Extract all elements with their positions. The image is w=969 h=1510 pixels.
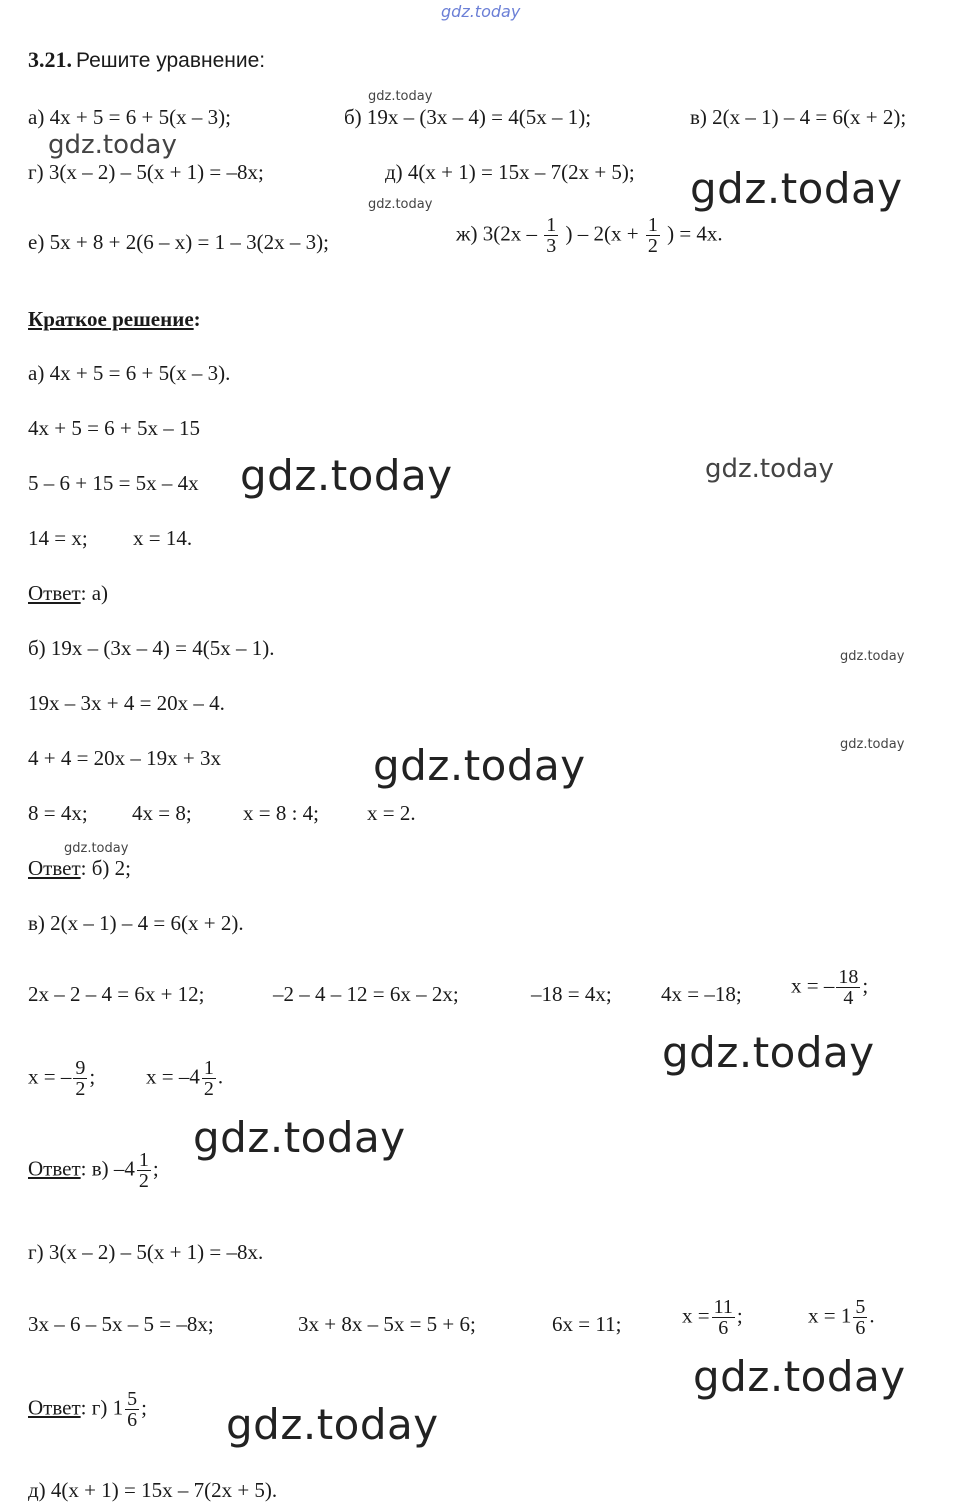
problem-zh-part2: ) – 2(x + bbox=[565, 221, 639, 246]
expression-text: x = – bbox=[791, 973, 835, 998]
solution-a-step-2: x = 14. bbox=[133, 526, 193, 550]
solution-b-answer bbox=[28, 855, 131, 881]
solution-a-line-2: 4x + 5 = 6 + 5x – 15 bbox=[28, 416, 201, 440]
solution-v-step-4: 4x = –18; bbox=[661, 982, 742, 1006]
problem-zh-part3: ) = 4x. bbox=[667, 221, 723, 246]
answer-label: Ответ bbox=[28, 1156, 81, 1181]
watermark: gdz.today bbox=[226, 1400, 439, 1449]
watermark: gdz.today bbox=[705, 454, 834, 484]
problem-b: б) 19x – (3x – 4) = 4(5x – 1); bbox=[344, 105, 592, 129]
solution-a-line-3: 5 – 6 + 15 = 5x – 4x bbox=[28, 471, 199, 495]
expression-text: . bbox=[217, 1064, 224, 1089]
solution-g-step-4 bbox=[682, 1297, 743, 1338]
expression-text: x = –4 bbox=[146, 1064, 200, 1089]
fraction-denominator: 2 bbox=[647, 235, 658, 257]
solution-g-step-3: 6x = 11; bbox=[552, 1312, 622, 1336]
fraction-denominator: 3 bbox=[546, 235, 557, 257]
expression-text: x = – bbox=[28, 1064, 72, 1089]
fraction bbox=[853, 1297, 867, 1338]
fraction-numerator: 5 bbox=[127, 1388, 138, 1410]
expression-text: . bbox=[869, 1303, 875, 1328]
solution-b-line-3: 4 + 4 = 20x – 19x + 3x bbox=[28, 746, 222, 770]
answer-row bbox=[28, 1150, 159, 1191]
fraction-numerator: 9 bbox=[75, 1057, 86, 1079]
answer-value: : в) –4 bbox=[80, 1156, 135, 1181]
problem-v: в) 2(x – 1) – 4 = 6(x + 2); bbox=[690, 105, 907, 129]
expression-text: ; bbox=[141, 1395, 147, 1420]
fraction bbox=[73, 1058, 87, 1099]
problem-zh-part1: ж) 3(2x – bbox=[456, 221, 537, 246]
solution-v-step-2: –2 – 4 – 12 = 6x – 2x; bbox=[273, 982, 459, 1006]
solution-heading bbox=[28, 306, 201, 332]
problem-title-text: Решите уравнение: bbox=[76, 49, 266, 72]
fraction-denominator: 2 bbox=[203, 1078, 214, 1100]
fraction-numerator: 5 bbox=[855, 1296, 866, 1318]
problem-zh-fraction-1 bbox=[544, 215, 558, 256]
watermark: gdz.today bbox=[240, 451, 453, 500]
expression-text: ; bbox=[89, 1064, 96, 1089]
watermark: gdz.today bbox=[48, 130, 177, 160]
watermark: gdz.today bbox=[373, 741, 586, 790]
solution-v-step-7 bbox=[146, 1058, 223, 1099]
fraction bbox=[125, 1389, 139, 1430]
fraction-denominator: 2 bbox=[138, 1170, 149, 1192]
solution-v-step-6 bbox=[28, 1058, 95, 1099]
fraction bbox=[712, 1297, 735, 1338]
solution-v-step-3: –18 = 4x; bbox=[531, 982, 612, 1006]
solution-b-step-1: 8 = 4x; bbox=[28, 801, 88, 825]
watermark: gdz.today bbox=[193, 1113, 406, 1162]
watermark: gdz.today bbox=[840, 649, 905, 664]
problem-title bbox=[28, 47, 265, 74]
watermark-top: gdz.today bbox=[441, 2, 521, 21]
fraction-denominator: 4 bbox=[843, 987, 854, 1009]
problem-a: а) 4x + 5 = 6 + 5(x – 3); bbox=[28, 105, 231, 129]
solution-d-line-1: д) 4(x + 1) = 15x – 7(2x + 5). bbox=[28, 1478, 278, 1502]
problem-e: е) 5x + 8 + 2(6 – x) = 1 – 3(2x – 3); bbox=[28, 230, 329, 254]
solution-v-line-1: в) 2(x – 1) – 4 = 6(x + 2). bbox=[28, 911, 244, 935]
fraction-numerator: 18 bbox=[838, 966, 859, 988]
fraction bbox=[202, 1058, 216, 1099]
problem-d: д) 4(x + 1) = 15x – 7(2x + 5); bbox=[385, 160, 635, 184]
expression-text: ; bbox=[862, 973, 869, 998]
solution-a-step-1: 14 = x; bbox=[28, 526, 88, 550]
solution-heading-colon: : bbox=[193, 307, 201, 331]
watermark: gdz.today bbox=[690, 164, 903, 213]
problem-zh-fraction-2 bbox=[646, 215, 660, 256]
problem-g: г) 3(x – 2) – 5(x + 1) = –8x; bbox=[28, 160, 264, 184]
solution-a-answer bbox=[28, 580, 108, 606]
watermark: gdz.today bbox=[64, 841, 129, 856]
expression-text: x = bbox=[682, 1303, 710, 1328]
solution-g-step-2: 3x + 8x – 5x = 5 + 6; bbox=[298, 1312, 476, 1336]
solution-b-step-2: 4x = 8; bbox=[132, 801, 192, 825]
expression-text: x = 1 bbox=[808, 1303, 852, 1328]
solution-g-line-1: г) 3(x – 2) – 5(x + 1) = –8x. bbox=[28, 1240, 264, 1264]
fraction-numerator: 1 bbox=[138, 1149, 149, 1171]
fraction-numerator: 1 bbox=[546, 214, 557, 236]
watermark: gdz.today bbox=[693, 1352, 906, 1401]
fraction bbox=[836, 967, 860, 1008]
expression-text: ; bbox=[736, 1303, 743, 1328]
fraction-denominator: 6 bbox=[127, 1409, 138, 1431]
fraction-denominator: 6 bbox=[855, 1317, 866, 1339]
fraction-denominator: 2 bbox=[75, 1078, 86, 1100]
solution-g-step-5 bbox=[808, 1297, 875, 1338]
solution-g-step-1: 3x – 6 – 5x – 5 = –8x; bbox=[28, 1312, 214, 1336]
watermark: gdz.today bbox=[840, 737, 905, 752]
watermark: gdz.today bbox=[662, 1028, 875, 1077]
answer-label: Ответ bbox=[28, 856, 81, 880]
solution-a-line-1: а) 4x + 5 = 6 + 5(x – 3). bbox=[28, 361, 231, 385]
watermark: gdz.today bbox=[368, 89, 433, 104]
fraction-numerator: 1 bbox=[203, 1057, 214, 1079]
answer-value: : г) 1 bbox=[80, 1395, 124, 1420]
answer-row bbox=[28, 1389, 147, 1430]
fraction-numerator: 11 bbox=[713, 1296, 733, 1318]
fraction-denominator: 6 bbox=[718, 1317, 729, 1339]
solution-b-line-2: 19x – 3x + 4 = 20x – 4. bbox=[28, 691, 225, 715]
answer-label: Ответ bbox=[28, 1395, 81, 1420]
solution-v-step-5 bbox=[791, 967, 868, 1008]
solution-b-step-3: x = 8 : 4; bbox=[243, 801, 320, 825]
problem-zh bbox=[456, 215, 723, 256]
solution-b-step-4: x = 2. bbox=[367, 801, 416, 825]
answer-value: : б) 2; bbox=[80, 856, 131, 880]
solution-heading-text: Краткое решение bbox=[28, 307, 194, 331]
fraction bbox=[137, 1150, 151, 1191]
answer-value: : а) bbox=[80, 581, 109, 605]
answer-label: Ответ bbox=[28, 581, 81, 605]
problem-number: 3.21. bbox=[28, 47, 72, 72]
watermark: gdz.today bbox=[368, 197, 433, 212]
solution-b-line-1: б) 19x – (3x – 4) = 4(5x – 1). bbox=[28, 636, 275, 660]
fraction-numerator: 1 bbox=[647, 214, 658, 236]
solution-v-step-1: 2x – 2 – 4 = 6x + 12; bbox=[28, 982, 205, 1006]
expression-text: ; bbox=[152, 1156, 159, 1181]
